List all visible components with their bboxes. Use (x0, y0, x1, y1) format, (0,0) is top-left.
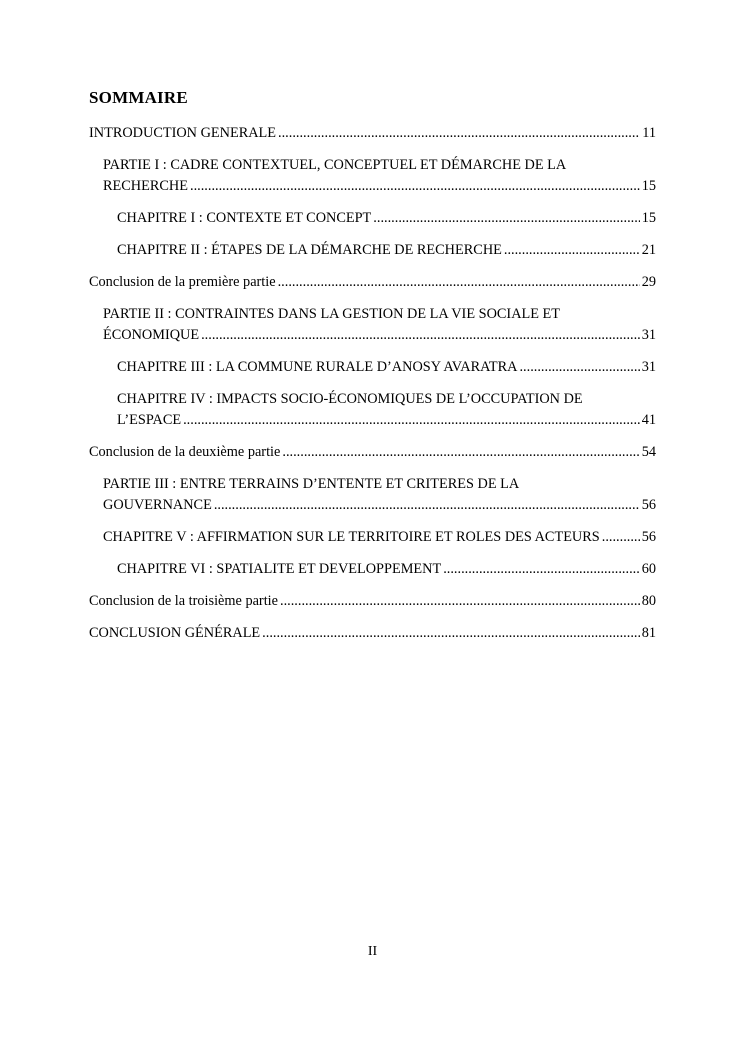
toc-entry-page-number: 11 (642, 125, 656, 141)
toc-entry-title-line: PARTIE I : CADRE CONTEXTUEL, CONCEPTUEL ET DÉMARCHE DE LA (103, 157, 567, 173)
toc-entry[interactable] (103, 474, 656, 516)
toc-entry-page-number: 56 (641, 497, 656, 513)
dot-leader (519, 357, 639, 378)
dot-leader (373, 208, 639, 229)
toc-entry-page-number: 15 (641, 178, 656, 194)
toc-entry[interactable] (89, 272, 656, 293)
toc-entry[interactable] (117, 208, 656, 229)
toc-entry-page-number: 21 (641, 242, 656, 258)
toc-entry[interactable] (103, 304, 656, 346)
toc-entry[interactable] (117, 559, 656, 580)
toc-entry-page-number: 31 (641, 327, 656, 343)
dot-leader (190, 176, 640, 197)
toc-entry-label: CHAPITRE II : ÉTAPES DE LA DÉMARCHE DE RECHERCHE (117, 242, 502, 258)
toc-entry-label: Conclusion de la troisième partie (89, 593, 278, 609)
dot-leader (214, 495, 640, 516)
toc-entry-label: L’ESPACE (117, 412, 182, 428)
toc-entry-label: ÉCONOMIQUE (103, 327, 200, 343)
toc-entry-label: CHAPITRE VI : SPATIALITE ET DEVELOPPEMENT (117, 561, 442, 577)
toc-entry-page-number: 29 (641, 274, 656, 290)
toc-entry-label: GOUVERNANCE (103, 497, 212, 513)
dot-leader (602, 527, 640, 548)
toc-entry-label: Conclusion de la première partie (89, 274, 276, 290)
page-number-footer: II (367, 944, 378, 959)
toc-entry[interactable] (89, 123, 656, 144)
toc-entry-title-line: CHAPITRE IV : IMPACTS SOCIO-ÉCONOMIQUES DE L’OCCUPATION DE (117, 391, 583, 407)
toc-entry-page-number: 60 (641, 561, 656, 577)
toc-entry[interactable] (89, 442, 656, 463)
toc-entry[interactable] (117, 357, 656, 378)
toc-entry-title-line: PARTIE II : CONTRAINTES DANS LA GESTION DE LA VIE SOCIALE ET (103, 306, 561, 322)
dot-leader (443, 559, 640, 580)
toc-entry[interactable] (89, 623, 656, 644)
dot-leader (278, 272, 640, 293)
toc-entry-label: CONCLUSION GÉNÉRALE (89, 625, 261, 641)
toc-entry[interactable] (117, 240, 656, 261)
toc-entry-label: INTRODUCTION GENERALE (89, 125, 277, 141)
dot-leader (282, 442, 639, 463)
toc-entry-label: Conclusion de la deuxième partie (89, 444, 281, 460)
toc-entry-page-number: 80 (641, 593, 656, 609)
toc-entry-label: CHAPITRE III : LA COMMUNE RURALE D’ANOSY AVARATRA (117, 359, 518, 375)
dot-leader (504, 240, 640, 261)
page-title: SOMMAIRE (89, 88, 188, 107)
table-of-contents (89, 123, 656, 644)
dot-leader (183, 410, 640, 431)
dot-leader (280, 591, 640, 612)
toc-entry-page-number: 54 (641, 444, 656, 460)
dot-leader (262, 623, 640, 644)
toc-entry-page-number: 31 (641, 359, 656, 375)
dot-leader (201, 325, 640, 346)
toc-entry-title-line: PARTIE III : ENTRE TERRAINS D’ENTENTE ET CRITERES DE LA (103, 476, 520, 492)
toc-entry-label: CHAPITRE I : CONTEXTE ET CONCEPT (117, 210, 372, 226)
toc-entry[interactable] (89, 591, 656, 612)
toc-entry-page-number: 81 (641, 625, 656, 641)
toc-entry[interactable] (103, 527, 656, 548)
toc-entry-label: CHAPITRE V : AFFIRMATION SUR LE TERRITOIRE ET ROLES DES ACTEURS (103, 529, 600, 545)
toc-entry[interactable] (103, 155, 656, 197)
dot-leader (278, 123, 640, 144)
toc-entry-page-number: 15 (641, 210, 656, 226)
toc-entry-page-number: 41 (641, 412, 656, 428)
toc-entry-label: RECHERCHE (103, 178, 188, 194)
toc-entry[interactable] (117, 389, 656, 431)
toc-entry-page-number: 56 (641, 529, 656, 545)
